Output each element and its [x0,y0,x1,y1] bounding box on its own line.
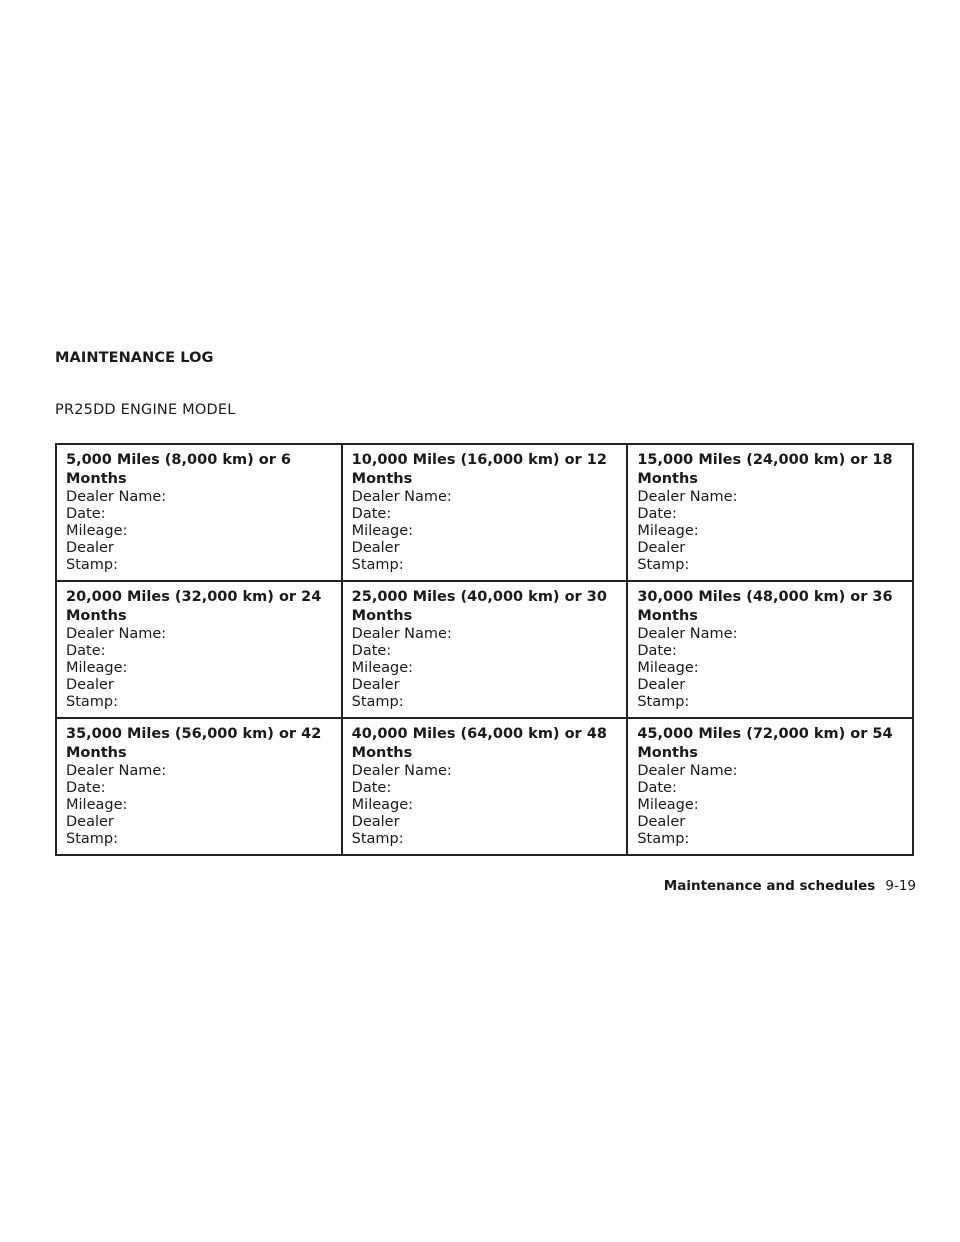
interval-heading: 25,000 Miles (40,000 km) or 30 Months [351,589,607,624]
date-field: Date: [66,780,106,796]
stamp-field: Stamp: [637,557,690,573]
maintenance-log-table [55,443,914,856]
dealer-name-field: Dealer Name: [66,626,167,642]
dealer-name-field: Dealer Name: [637,763,738,779]
mileage-field: Mileage: [351,797,414,813]
log-cell-5000-miles [56,444,342,581]
dealer-name-field: Dealer Name: [66,763,167,779]
dealer-stamp-label: Dealer [637,814,686,830]
dealer-stamp-label: Dealer [351,540,400,556]
interval-heading: 30,000 Miles (48,000 km) or 36 Months [637,589,893,624]
dealer-name-field: Dealer Name: [66,489,167,505]
interval-heading: 45,000 Miles (72,000 km) or 54 Months [637,726,893,761]
interval-heading: 15,000 Miles (24,000 km) or 18 Months [637,452,893,487]
interval-heading: 35,000 Miles (56,000 km) or 42 Months [66,726,322,761]
page-number: 9-19 [885,878,916,894]
log-cell-20000-miles [56,581,342,718]
interval-heading: 20,000 Miles (32,000 km) or 24 Months [66,589,322,624]
log-cell-40000-miles [342,718,628,855]
log-row-1 [56,444,913,581]
date-field: Date: [351,780,392,796]
dealer-name-field: Dealer Name: [637,626,738,642]
date-field: Date: [637,506,677,522]
dealer-stamp-label: Dealer [351,814,400,830]
log-row-3 [56,718,913,855]
stamp-field: Stamp: [637,831,690,847]
stamp-field: Stamp: [66,831,118,847]
date-field: Date: [637,643,677,659]
dealer-name-field: Dealer Name: [351,489,452,505]
dealer-stamp-label: Dealer [637,540,686,556]
log-row-2 [56,581,913,718]
mileage-field: Mileage: [351,523,414,539]
date-field: Date: [637,780,677,796]
log-cell-15000-miles [627,444,913,581]
log-cell-35000-miles [56,718,342,855]
mileage-field: Mileage: [637,797,699,813]
interval-heading: 40,000 Miles (64,000 km) or 48 Months [351,726,607,761]
mileage-field: Mileage: [66,797,128,813]
mileage-field: Mileage: [351,660,414,676]
section-title: MAINTENANCE LOG [55,350,214,366]
engine-model-subtitle: PR25DD ENGINE MODEL [55,402,236,418]
stamp-field: Stamp: [66,557,118,573]
date-field: Date: [351,643,392,659]
log-cell-25000-miles [342,581,628,718]
dealer-name-field: Dealer Name: [351,626,452,642]
date-field: Date: [66,643,106,659]
footer-section-name: Maintenance and schedules [663,878,876,894]
dealer-stamp-label: Dealer [351,677,400,693]
mileage-field: Mileage: [66,660,128,676]
stamp-field: Stamp: [351,557,404,573]
dealer-stamp-label: Dealer [66,814,114,830]
stamp-field: Stamp: [351,694,404,710]
dealer-stamp-label: Dealer [66,677,114,693]
stamp-field: Stamp: [637,694,690,710]
dealer-stamp-label: Dealer [637,677,686,693]
dealer-name-field: Dealer Name: [637,489,738,505]
stamp-field: Stamp: [351,831,404,847]
date-field: Date: [66,506,106,522]
interval-heading: 10,000 Miles (16,000 km) or 12 Months [351,452,607,487]
log-cell-45000-miles [627,718,913,855]
date-field: Date: [351,506,392,522]
dealer-name-field: Dealer Name: [351,763,452,779]
page-footer [664,878,916,894]
log-cell-30000-miles [627,581,913,718]
log-cell-10000-miles [342,444,628,581]
interval-heading: 5,000 Miles (8,000 km) or 6 Months [66,452,292,487]
mileage-field: Mileage: [66,523,128,539]
mileage-field: Mileage: [637,660,699,676]
stamp-field: Stamp: [66,694,118,710]
dealer-stamp-label: Dealer [66,540,114,556]
mileage-field: Mileage: [637,523,699,539]
